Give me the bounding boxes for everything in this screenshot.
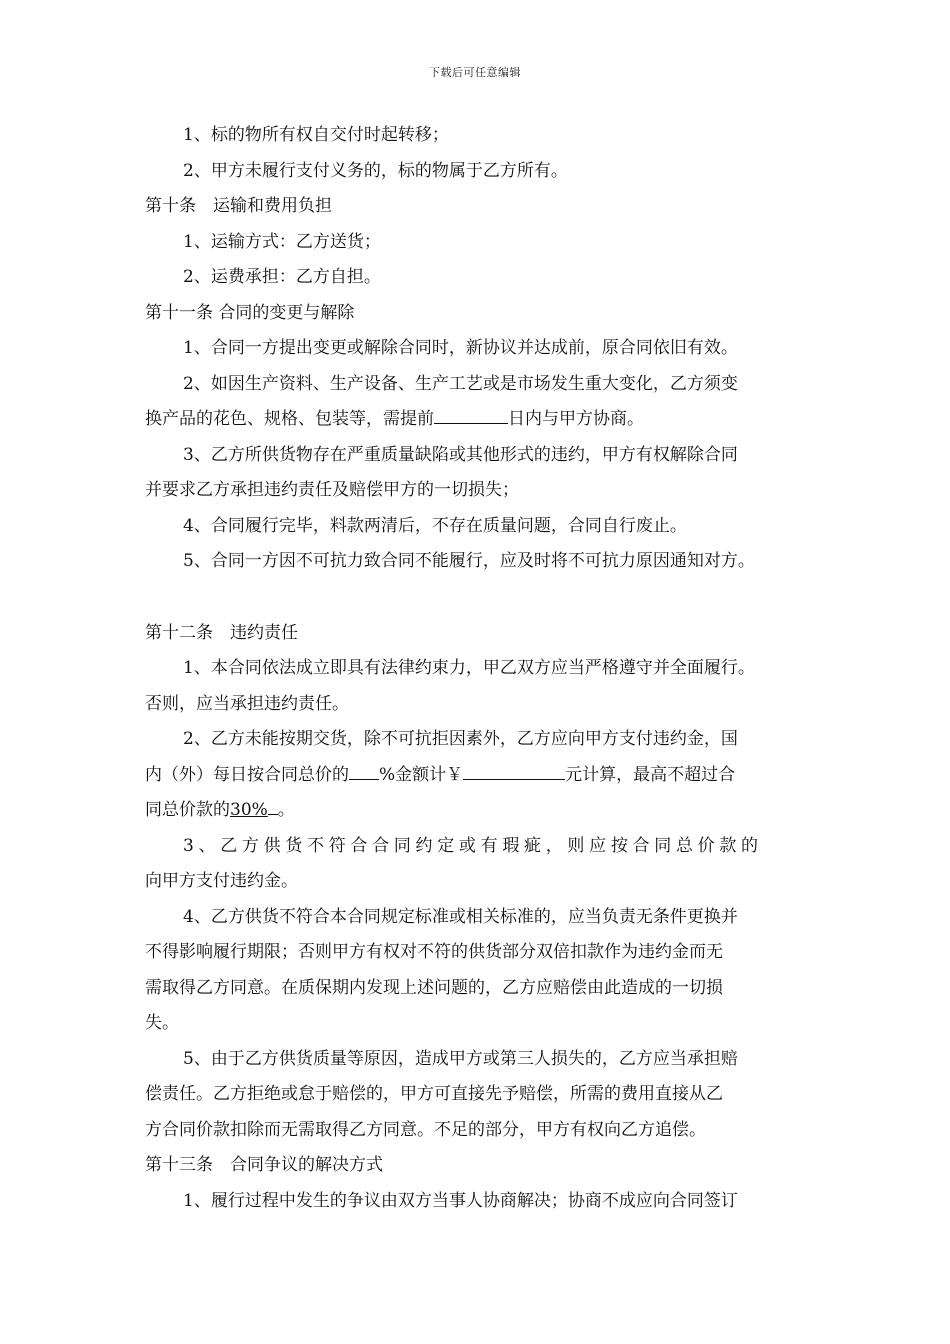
document-body bbox=[145, 118, 805, 1219]
paragraph: 3、乙方所供货物存在严重质量缺陷或其他形式的违约，甲方有权解除合同 bbox=[183, 444, 738, 465]
underlined-value: 30% bbox=[230, 800, 268, 820]
paragraph: 4、合同履行完毕，料款两清后，不存在质量问题，合同自行废止。 bbox=[183, 515, 687, 536]
paragraph: 2、乙方未能按期交货，除不可抗拒因素外，乙方应向甲方支付违约金，国 bbox=[183, 729, 738, 749]
text-run: 元计算，最高不超过合 bbox=[565, 764, 736, 785]
paragraph: 2、如因生产资料、生产设备、生产工艺或是市场发生重大变化，乙方须变 bbox=[183, 373, 738, 394]
section-heading: 第十一条 合同的变更与解除 bbox=[145, 302, 355, 323]
paragraph: 4、乙方供货不符合本合同规定标准或相关标准的，应当负责无条件更换并 bbox=[183, 906, 738, 927]
paragraph: 5、合同一方因不可抗力致合同不能履行，应及时将不可抗力原因通知对方。 bbox=[183, 551, 755, 571]
fill-blank bbox=[434, 405, 508, 424]
section-heading: 第十二条 违约责任 bbox=[145, 622, 298, 643]
paragraph-line: 向甲方支付违约金。 bbox=[145, 871, 298, 891]
paragraph-line: 失。 bbox=[145, 1013, 179, 1033]
section-heading: 第十三条 合同争议的解决方式 bbox=[145, 1155, 383, 1175]
text-run: 内（外）每日按合同总价的 bbox=[145, 764, 349, 785]
text-run: 。 bbox=[277, 800, 295, 820]
paragraph-line bbox=[145, 758, 805, 794]
paragraph-line bbox=[145, 793, 805, 829]
fill-blank bbox=[463, 761, 565, 780]
fill-blank bbox=[349, 761, 379, 780]
paragraph-line: 偿责任。乙方拒绝或怠于赔偿的，甲方可直接先予赔偿，所需的费用直接从乙 bbox=[145, 1084, 723, 1104]
paragraph-line: 并要求乙方承担违约责任及赔偿甲方的一切损失； bbox=[145, 480, 519, 500]
section-heading: 第十条 运输和费用负担 bbox=[145, 196, 332, 216]
spacer bbox=[145, 580, 805, 616]
fill-blank bbox=[268, 796, 278, 815]
paragraph: 3、乙方供货不符合合同约定或有瑕疵，则应按合同总价款的 bbox=[183, 835, 763, 856]
paragraph-line: 不得影响履行期限；否则甲方有权对不符的供货部分双倍扣款作为违约金而无 bbox=[145, 942, 723, 962]
text-run: %金额计￥ bbox=[379, 764, 464, 785]
paragraph-line: 方合同价款扣除而无需取得乙方同意。不足的部分，甲方有权向乙方追偿。 bbox=[145, 1119, 706, 1140]
paragraph: 1、合同一方提出变更或解除合同时，新协议并达成前，原合同依旧有效。 bbox=[183, 338, 738, 358]
paragraph: 1、运输方式：乙方送货； bbox=[183, 231, 381, 252]
text-run: 同总价款的 bbox=[145, 800, 230, 820]
paragraph-line: 否则，应当承担违约责任。 bbox=[145, 693, 349, 714]
paragraph: 1、标的物所有权自交付时起转移； bbox=[183, 125, 449, 145]
paragraph: 1、本合同依法成立即具有法律约束力，甲乙双方应当严格遵守并全面履行。 bbox=[183, 658, 755, 678]
paragraph-line bbox=[145, 402, 805, 438]
paragraph: 1、履行过程中发生的争议由双方当事人协商解决；协商不成应向合同签订 bbox=[183, 1190, 738, 1211]
text-run: 换产品的花色、规格、包装等，需提前 bbox=[145, 409, 434, 429]
paragraph-line: 需取得乙方同意。在质保期内发现上述问题的，乙方应赔偿由此造成的一切损 bbox=[145, 977, 723, 998]
paragraph: 2、甲方未履行支付义务的，标的物属于乙方所有。 bbox=[183, 160, 568, 181]
paragraph: 2、运费承担：乙方自担。 bbox=[183, 267, 381, 287]
page-header: 下载后可任意编辑 bbox=[429, 66, 521, 79]
text-run: 日内与甲方协商。 bbox=[508, 409, 644, 429]
paragraph: 5、由于乙方供货质量等原因，造成甲方或第三人损失的，乙方应当承担赔 bbox=[183, 1048, 738, 1069]
